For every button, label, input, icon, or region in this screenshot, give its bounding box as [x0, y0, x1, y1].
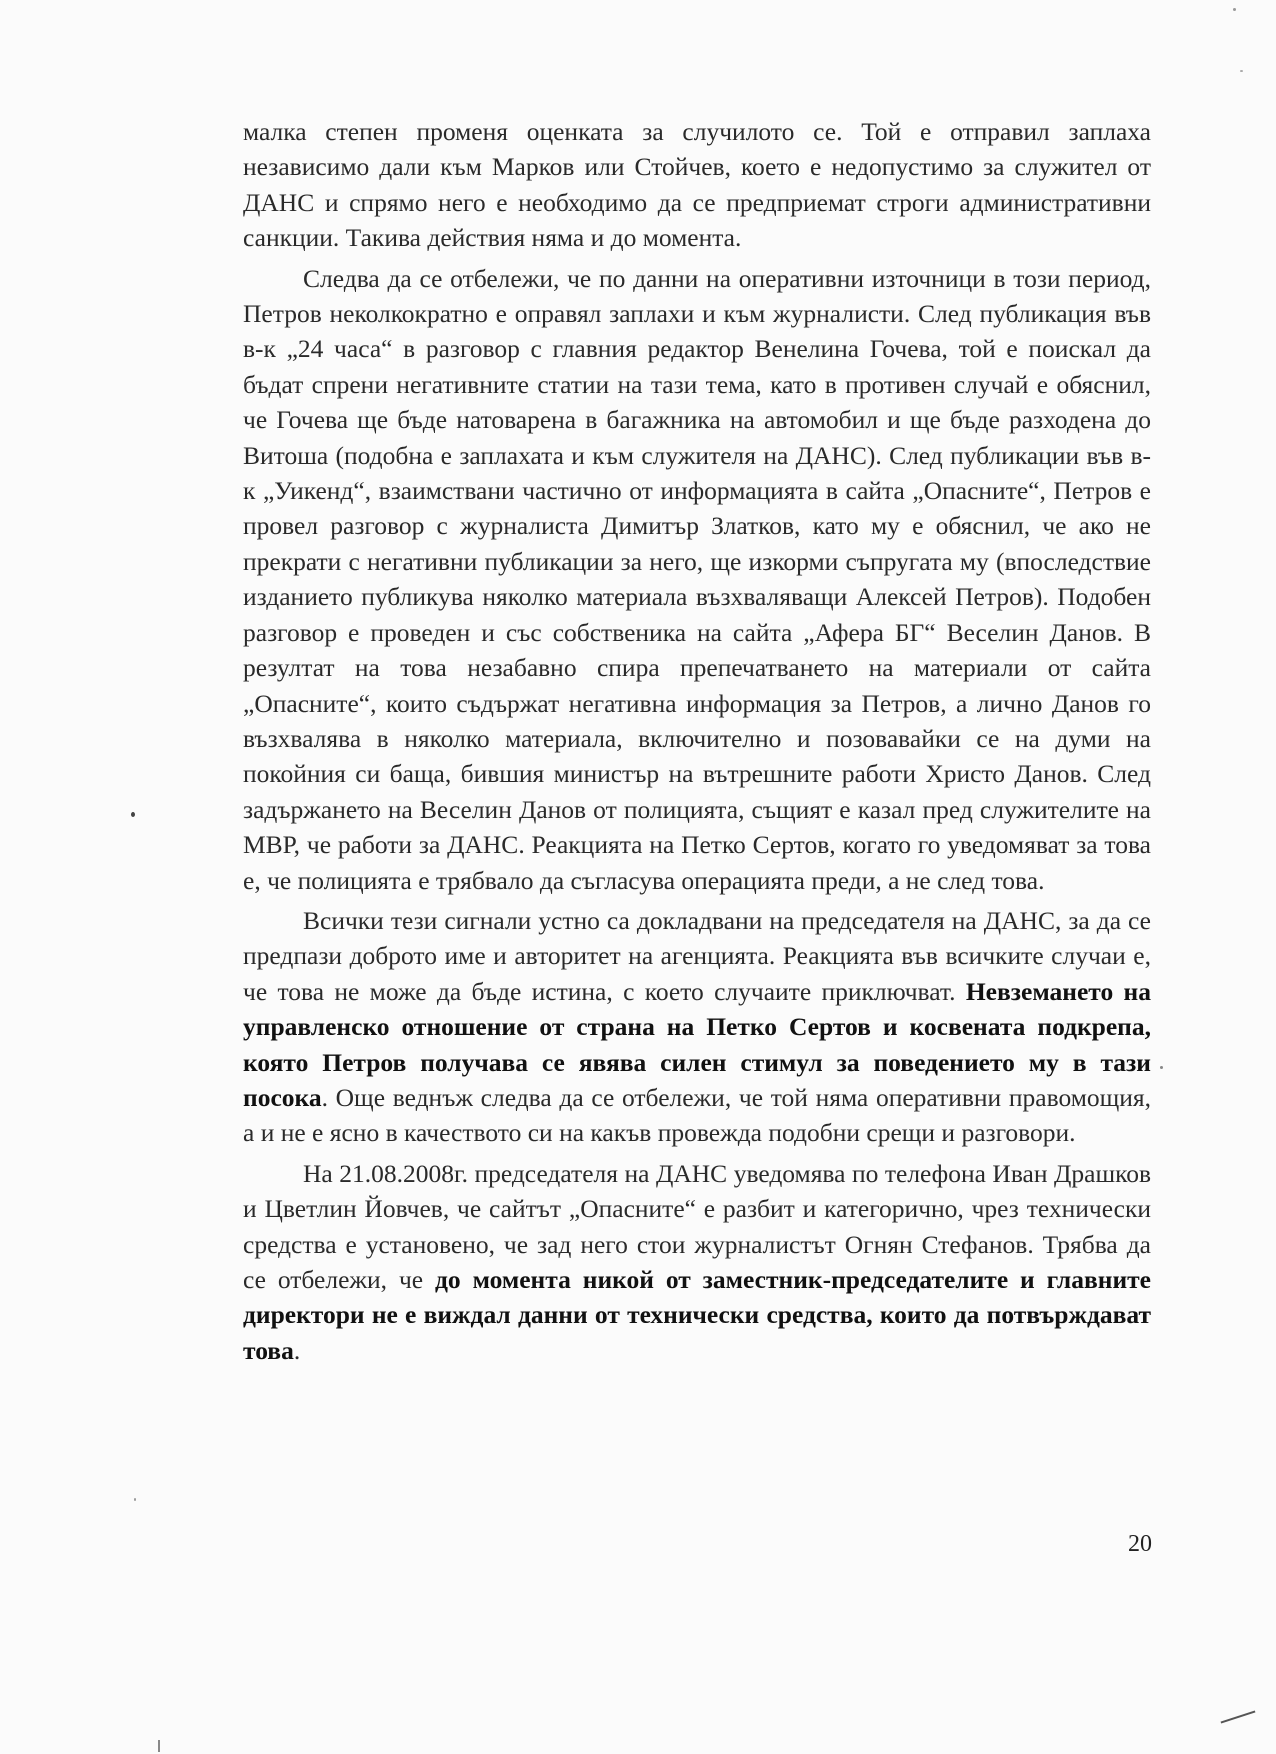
scan-mark: [158, 1740, 160, 1752]
scan-speck: [1240, 70, 1243, 72]
paragraph-continuation: [243, 114, 1151, 256]
paragraph-signals-reported: [243, 903, 1151, 1151]
paragraph-site-hacked: [243, 1156, 1151, 1368]
emphasized-text: Невземането на управленско отношение от страна на Петко Сертов и косвената подкрепа, която Петров получава се явява силен стимул за поведението му в тази посока: [243, 976, 1151, 1112]
page-number: 20: [1128, 1531, 1152, 1557]
paragraph-text: Всички тези сигнали устно са докладвани на председателя на ДАНС, за да се предпази доброто име и авторитет на агенцията. Реакцията във всичките случаи е, че това не може да бъде истина, с което случаите приключват.: [243, 905, 1151, 1006]
scan-speck: [1160, 1066, 1163, 1069]
emphasized-text: до момента никой от заместник-председателите и главните директори не е виждал данни от технически средства, които да потвърждават това: [243, 1265, 1151, 1365]
paragraph-text: . Още веднъж следва да се отбележи, че той няма оперативни правомощия, а и не е ясно в качеството си на какъв провежда подобни срещи и разговори.: [243, 1082, 1151, 1148]
paragraph-text: Следва да се отбележи, че по данни на оперативни източници в този период, Петров неколкократно е оправял заплахи и към журналисти. След публикация във в-к „24 часа“ в разговор с главния редактор Венелина Гочева, той е поискал да бъдат спрени негативните статии на тази тема, като в противен случай е обяснил, че Гочева ще бъде натоварена в багажника на автомобил и ще бъде разходена до Витоша (подобна е заплахата и към служителя на ДАНС). След публикации във в-к „Уикенд“, взаимствани частично от информацията в сайта „Опасните“, Петров е провел разговор с журналиста Димитър Златков, като му е обяснил, че ако не прекрати с негативни публикации за него, ще изкорми съпругата му (впоследствие изданието публикува няколко материала възхваляващи Алексей Петров). Подобен разговор е проведен и със собственика на сайта „Афера БГ“ Веселин Данов. В резултат на това незабавно спира препечатването на материали от сайта „Опасните“, които съдържат негативна информация за Петров, а лично Данов го възхвалява в няколко материала, включително и позовавайки се на думи на покойния си баща, бившия министър на вътрешните работи Христо Данов. След задържането на Веселин Данов от полицията, същият е казал пред служителите на МВР, че работи за ДАНС. Реакцията на Петко Сертов, когато го уведомяват за това е, че полицията е трябвало да съгласува операцията преди, а не след това.: [243, 263, 1151, 895]
paragraph-text: На 21.08.2008г. председателя на ДАНС уведомява по телефона Иван Драшков и Цветлин Йовчев, че сайтът „Опасните“ е разбит и категорично, чрез технически средства е установено, че зад него стои журналистът Огнян Стефанов. Трябва да се отбележи, че: [243, 1158, 1151, 1294]
scan-mark: [1221, 1710, 1256, 1723]
paragraph-text: .: [293, 1335, 301, 1365]
scan-speck: [1233, 8, 1236, 11]
paragraph-text: малка степен променя оценката за случилото се. Той е отправил заплаха независимо дали към Марков или Стойчев, което е недопустимо за служител от ДАНС и спрямо него е необходимо да се предприемат строги административни санкции. Такива действия няма и до момента.: [243, 117, 1151, 253]
scan-speck: [131, 812, 135, 817]
body-text: [243, 114, 1151, 1368]
scan-speck: [134, 1498, 136, 1501]
paragraph-threats-to-journalists: [243, 261, 1151, 898]
